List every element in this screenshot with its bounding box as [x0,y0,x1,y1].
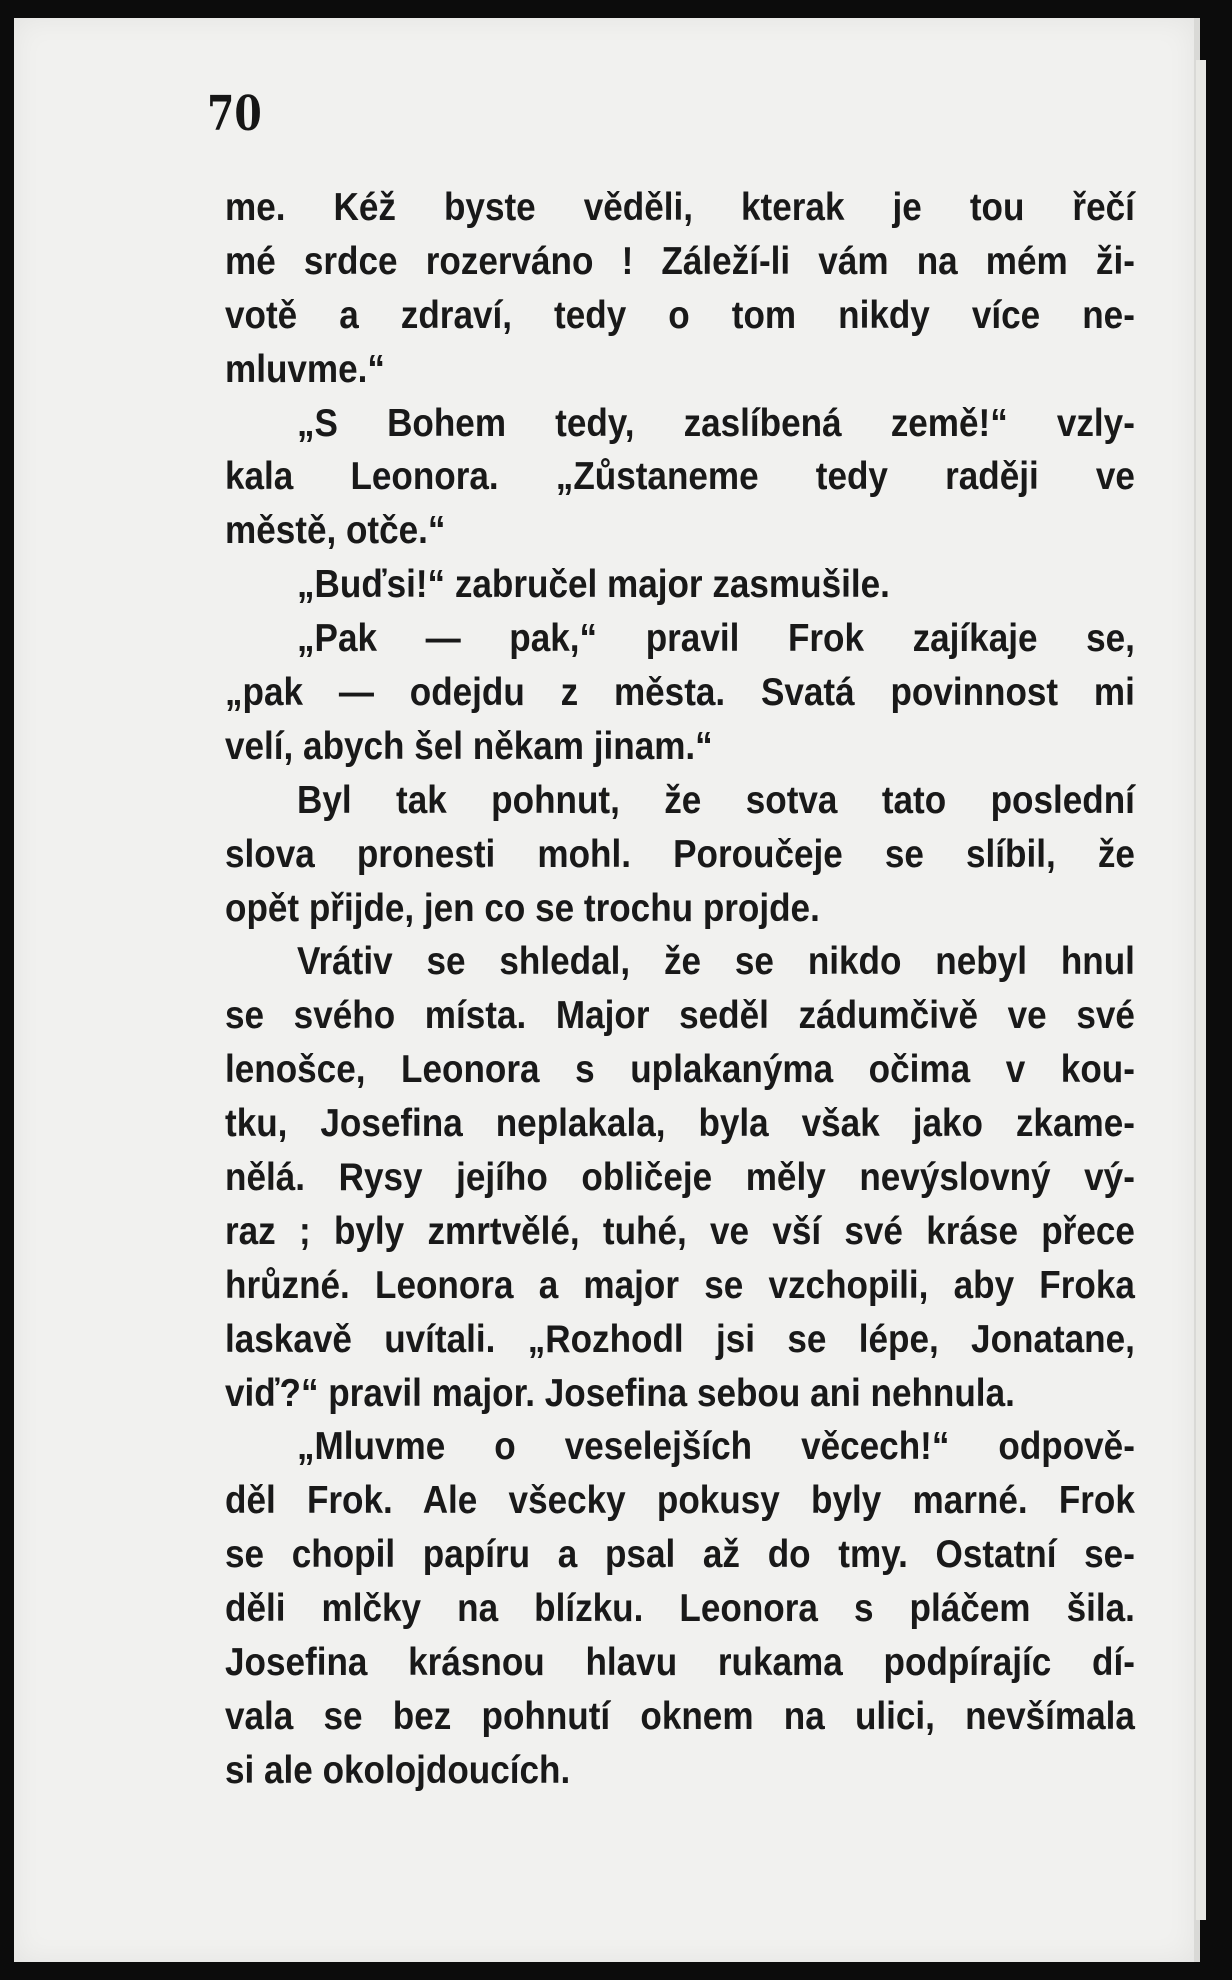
text-line: kala Leonora. „Zůstaneme tedy raději ve [225,455,1135,499]
text-line: „pak — odejdu z města. Svatá povinnost mi [225,671,1135,715]
text-line: nělá. Rysy jejího obličeje měly nevýslovný vý- [225,1156,1135,1200]
text-line: se svého místa. Major seděl zádumčivě ve své [225,994,1135,1038]
text-line: me. Kéž byste věděli, kterak je tou řečí [225,186,1135,229]
text-line: „Buďsi!“ zabručel major zasmušile. [297,563,890,607]
text-line: Josefina krásnou hlavu rukama podpírajíc dí- [225,1641,1135,1685]
text-line: děl Frok. Ale všecky pokusy byly marné. Frok [225,1479,1135,1523]
text-line: Vrátiv se shledal, že se nikdo nebyl hnul [297,940,1135,984]
text-line: raz ; byly zmrtvělé, tuhé, ve vší své kráse přece [225,1209,1135,1253]
text-line: Byl tak pohnut, že sotva tato poslední [297,778,1135,822]
page-number: 70 [207,86,262,142]
text-line: tku, Josefina neplakala, byla však jako zkame- [225,1102,1135,1146]
page-edge [1196,60,1206,1920]
text-line: opět přijde, jen co se trochu projde. [225,886,820,930]
text-line: „Pak — pak,“ pravil Frok zajíkaje se, [297,617,1135,661]
text-line: děli mlčky na blízku. Leonora s pláčem šila. [225,1587,1135,1631]
text-line: viď?“ pravil major. Josefina sebou ani nehnula. [225,1371,1015,1415]
text-line: se chopil papíru a psal až do tmy. Ostatní se- [225,1533,1135,1577]
text-line: lenošce, Leonora s uplakanýma očima v kou- [225,1048,1135,1092]
text-line: laskavě uvítali. „Rozhodl jsi se lépe, Jonatane, [225,1317,1135,1361]
text-line: mluvme.“ [225,347,385,391]
text-line: městě, otče.“ [225,509,446,553]
text-line: „Mluvme o veselejších věcech!“ odpově- [297,1425,1135,1469]
text-line: „S Bohem tedy, zaslíbená země!“ vzly- [297,401,1135,445]
text-line: vala se bez pohnutí oknem na ulici, nevšímala [225,1694,1135,1738]
text-line: si ale okolojdoucích. [225,1748,571,1792]
text-line: votě a zdraví, tedy o tom nikdy více ne- [225,293,1135,337]
text-line: mé srdce rozerváno ! Záleží-li vám na mém ži- [225,239,1135,283]
text-line: hrůzné. Leonora a major se vzchopili, aby Froka [225,1263,1135,1307]
text-line: velí, abych šel někam jinam.“ [225,724,713,768]
page-body-text [225,181,1135,1798]
book-page [14,18,1200,1962]
text-line: slova pronesti mohl. Poroučeje se slíbil, že [225,832,1135,876]
